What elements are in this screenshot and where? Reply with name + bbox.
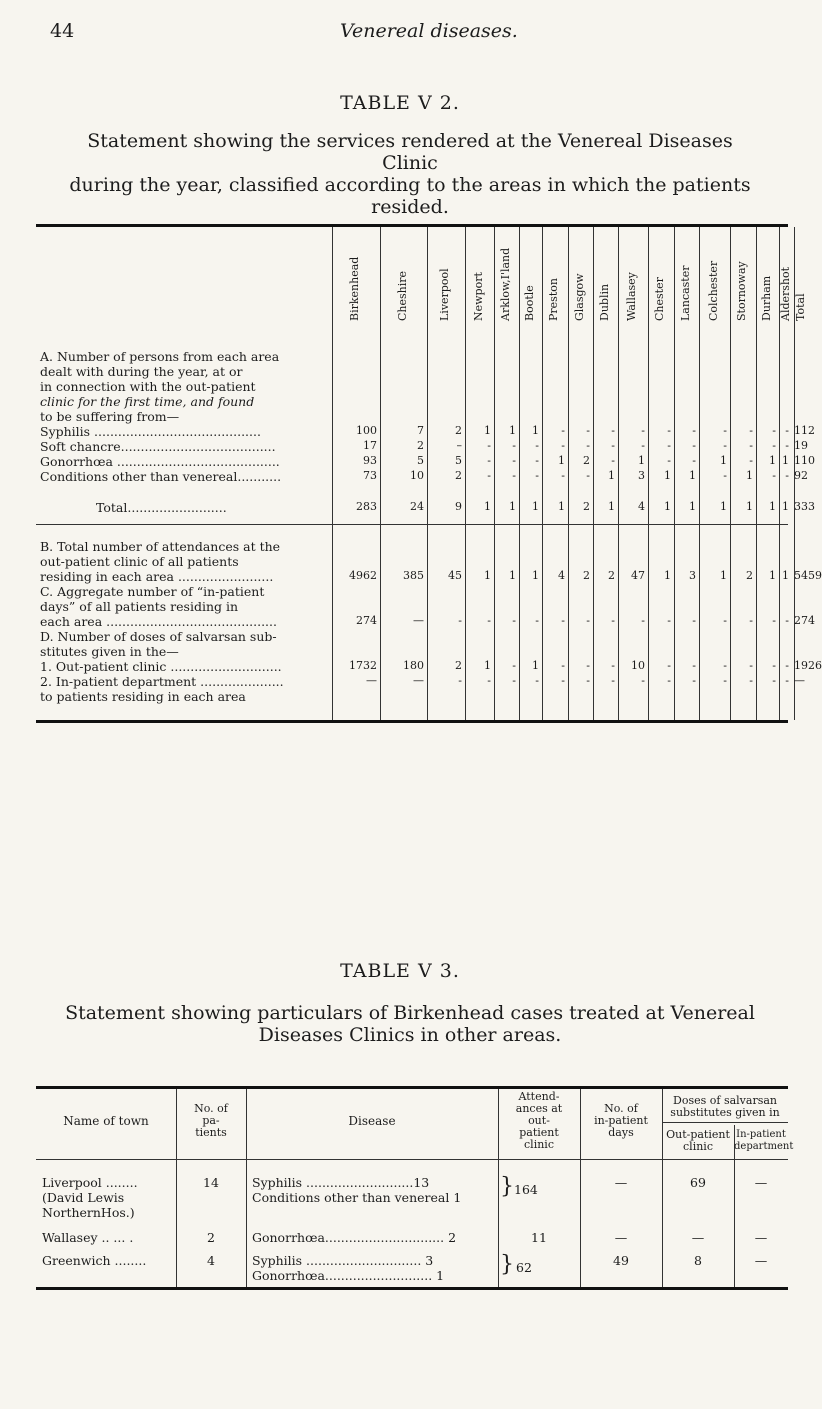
row-liverpool-inpatient-days: — — [614, 1175, 628, 1190]
cell-inpatient-days: 274 — [794, 614, 815, 627]
column-header: Stornoway — [735, 261, 748, 321]
cell-other-conditions: 1 — [689, 469, 696, 482]
row-wallasey-outpatient: — — [691, 1230, 705, 1245]
header-doses — [662, 1095, 788, 1119]
label-line: C. Aggregate number of “in-patient — [40, 584, 265, 599]
row-liverpool-town — [42, 1175, 138, 1220]
header-inpatient-department — [734, 1129, 794, 1153]
label-line: B. Total number of attendances at the — [40, 539, 281, 554]
statement-line: during the year, classified according to the areas in which the patients — [69, 174, 751, 196]
label-line: days” of all patients residing in — [40, 599, 239, 614]
cell-syphilis: 100 — [356, 424, 377, 437]
cell-soft-chancre: - — [692, 439, 696, 452]
column-header: Chester — [653, 277, 666, 321]
cell-inpatient-days: - — [785, 614, 789, 627]
table-v3-statement — [60, 1002, 760, 1046]
cell-total: 1 — [782, 500, 789, 513]
row-greenwich-patients: 4 — [207, 1253, 215, 1268]
cell-total: 1 — [484, 500, 491, 513]
cell-gonorrhoea: - — [667, 454, 671, 467]
row-wallasey-attendances: 11 — [531, 1230, 547, 1245]
cell-total: 1 — [532, 500, 539, 513]
cell-attendances: 1 — [484, 569, 491, 582]
cell-total: 283 — [356, 500, 377, 513]
row-soft-chancre-label: Soft chancre....................................... — [40, 439, 276, 454]
cell-inpatient-days: - — [611, 614, 615, 627]
row-gonorrhoea-label: Gonorrhœa ......................................... — [40, 454, 280, 469]
column-header: Birkenhead — [348, 256, 361, 321]
running-title: Venereal diseases. — [340, 20, 518, 42]
cell-soft-chancre: - — [785, 439, 789, 452]
section-d-label — [40, 629, 277, 659]
cell-gonorrhoea: - — [749, 454, 753, 467]
cell-syphilis: - — [611, 424, 615, 437]
disease-line: Syphilis ............................. 3 — [252, 1253, 434, 1268]
row-total-label: Total......................... — [96, 500, 227, 515]
cell-gonorrhoea: - — [512, 454, 516, 467]
label-line: clinic for the first time, and found — [40, 394, 255, 409]
header-line: ances at — [515, 1102, 563, 1115]
cell-gonorrhoea: - — [487, 454, 491, 467]
row-liverpool-diseases — [252, 1175, 461, 1205]
cell-attendances: 1 — [782, 569, 789, 582]
cell-inpatient-days: - — [723, 614, 727, 627]
cell-soft-chancre: - — [667, 439, 671, 452]
row-wallasey-town: Wallasey .. ... . — [42, 1230, 134, 1245]
cell-syphilis: - — [785, 424, 789, 437]
table-v3 — [36, 1086, 794, 1290]
cell-inpatient-days: 274 — [356, 614, 377, 627]
header-outpatient-clinic — [662, 1129, 734, 1153]
header-line: Doses of salvarsan — [673, 1094, 777, 1107]
header-line: clinic — [524, 1138, 554, 1151]
cell-inpatient-doses: - — [785, 674, 789, 687]
cell-gonorrhoea: - — [611, 454, 615, 467]
cell-gonorrhoea: 5 — [455, 454, 462, 467]
cell-inpatient-days: - — [586, 614, 590, 627]
cell-inpatient-doses: - — [667, 674, 671, 687]
page-header — [50, 14, 750, 44]
header-patients — [176, 1103, 246, 1139]
header-line: patient — [519, 1126, 559, 1139]
cell-inpatient-days: - — [512, 614, 516, 627]
cell-inpatient-doses: — — [794, 674, 805, 687]
cell-total: 1 — [689, 500, 696, 513]
cell-other-conditions: - — [772, 469, 776, 482]
cell-other-conditions: - — [723, 469, 727, 482]
disease-line: Gonorrhœa........................... 1 — [252, 1268, 445, 1283]
column-header: Liverpool — [438, 268, 451, 321]
cell-attendances: 2 — [746, 569, 753, 582]
cell-inpatient-doses: - — [561, 674, 565, 687]
town-line: (David Lewis — [42, 1190, 125, 1205]
header-line: substitutes given in — [670, 1106, 780, 1119]
brace-icon: } — [500, 1174, 514, 1199]
cell-total: 1 — [608, 500, 615, 513]
row-d2-label: 2. In-patient department ..................... — [40, 674, 284, 689]
statement-line: Diseases Clinics in other areas. — [258, 1024, 562, 1046]
cell-attendances: 2 — [608, 569, 615, 582]
row-divider — [36, 524, 788, 525]
cell-syphilis: - — [667, 424, 671, 437]
cell-inpatient-doses: - — [692, 674, 696, 687]
cell-syphilis: - — [561, 424, 565, 437]
cell-other-conditions: 92 — [794, 469, 808, 482]
header-line: tients — [195, 1126, 227, 1139]
cell-syphilis: - — [641, 424, 645, 437]
cell-outpatient-doses: 1 — [532, 659, 539, 672]
cell-inpatient-days: - — [535, 614, 539, 627]
cell-gonorrhoea: 1 — [638, 454, 645, 467]
cell-inpatient-doses: - — [749, 674, 753, 687]
label-line: D. Number of doses of salvarsan sub- — [40, 629, 277, 644]
cell-syphilis: 7 — [417, 424, 424, 437]
cell-gonorrhoea: 110 — [794, 454, 815, 467]
cell-soft-chancre: - — [535, 439, 539, 452]
cell-inpatient-days: - — [692, 614, 696, 627]
cell-attendances: 2 — [583, 569, 590, 582]
cell-soft-chancre: 17 — [363, 439, 377, 452]
row-wallasey-diseases: Gonorrhœa.............................. 2 — [252, 1230, 457, 1245]
label-line: in connection with the out-patient — [40, 379, 256, 394]
cell-gonorrhoea: 1 — [720, 454, 727, 467]
cell-inpatient-days: — — [413, 614, 424, 627]
cell-soft-chancre: - — [641, 439, 645, 452]
header-inpatient-days — [580, 1103, 662, 1139]
row-greenwich-outpatient: 8 — [694, 1253, 702, 1268]
cell-gonorrhoea: - — [535, 454, 539, 467]
cell-inpatient-doses: - — [458, 674, 462, 687]
cell-outpatient-doses: 1926 — [794, 659, 822, 672]
header-line: clinic — [683, 1140, 713, 1153]
cell-attendances: 4 — [558, 569, 565, 582]
column-header: Lancaster — [678, 265, 692, 321]
cell-attendances: 1 — [664, 569, 671, 582]
cell-inpatient-doses: — — [366, 674, 377, 687]
cell-soft-chancre: - — [487, 439, 491, 452]
cell-inpatient-doses: - — [512, 674, 516, 687]
cell-other-conditions: 10 — [410, 469, 424, 482]
cell-other-conditions: - — [487, 469, 491, 482]
cell-other-conditions: - — [586, 469, 590, 482]
page-number: 44 — [50, 20, 75, 42]
column-header: Aldershot — [779, 266, 792, 321]
cell-inpatient-doses: - — [723, 674, 727, 687]
cell-syphilis: 112 — [794, 424, 815, 437]
cell-soft-chancre: - — [586, 439, 590, 452]
section-a-label — [40, 349, 279, 424]
cell-inpatient-days: - — [772, 614, 776, 627]
row-greenwich-town: Greenwich ........ — [42, 1253, 147, 1268]
cell-soft-chancre: – — [456, 439, 462, 452]
cell-inpatient-days: - — [561, 614, 565, 627]
cell-inpatient-days: - — [458, 614, 462, 627]
cell-outpatient-doses: 1 — [484, 659, 491, 672]
cell-outpatient-doses: - — [561, 659, 565, 672]
statement-line: resided. — [371, 196, 449, 218]
column-header: Cheshire — [395, 270, 409, 321]
cell-inpatient-days: - — [667, 614, 671, 627]
header-attendances — [498, 1091, 580, 1151]
row-greenwich-inpatient-days: 49 — [613, 1253, 629, 1268]
cell-total: 24 — [410, 500, 424, 513]
cell-attendances: 47 — [631, 569, 645, 582]
cell-outpatient-doses: - — [723, 659, 727, 672]
cell-outpatient-doses: - — [772, 659, 776, 672]
statement-line: Statement showing particulars of Birkenhead cases treated at Venereal — [65, 1002, 755, 1024]
column-header: Preston — [547, 278, 560, 321]
cell-attendances: 45 — [448, 569, 462, 582]
row-liverpool-attendances: 164 — [514, 1182, 538, 1197]
header-line: Out-patient — [666, 1128, 730, 1141]
cell-inpatient-doses: - — [611, 674, 615, 687]
cell-other-conditions: - — [512, 469, 516, 482]
cell-total: 9 — [455, 500, 462, 513]
cell-outpatient-doses: 10 — [631, 659, 645, 672]
cell-total: 1 — [769, 500, 776, 513]
cell-gonorrhoea: 2 — [583, 454, 590, 467]
cell-soft-chancre: - — [749, 439, 753, 452]
cell-syphilis: - — [772, 424, 776, 437]
column-header: Arklow,I'land — [498, 247, 512, 321]
row-liverpool-outpatient: 69 — [690, 1175, 706, 1190]
town-line: NorthernHos.) — [42, 1205, 135, 1220]
section-b-label — [40, 539, 280, 584]
cell-outpatient-doses: - — [512, 659, 516, 672]
column-header: Wallasey — [625, 272, 638, 321]
cell-outpatient-doses: 1732 — [349, 659, 377, 672]
label-line: each area ........................................... — [40, 614, 277, 629]
table-v2 — [36, 224, 822, 723]
label-line: to be suffering from— — [40, 409, 180, 424]
label-line: residing in each area ........................ — [40, 569, 274, 584]
doses-subheader-divider — [662, 1122, 788, 1123]
label-line: out-patient clinic of all patients — [40, 554, 239, 569]
cell-syphilis: - — [586, 424, 590, 437]
cell-soft-chancre: 2 — [417, 439, 424, 452]
cell-other-conditions: 73 — [363, 469, 377, 482]
header-line: No. of — [194, 1102, 228, 1115]
header-name-of-town: Name of town — [63, 1114, 149, 1128]
cell-syphilis: - — [723, 424, 727, 437]
cell-inpatient-doses: - — [772, 674, 776, 687]
cell-outpatient-doses: - — [785, 659, 789, 672]
header-line: department — [734, 1141, 794, 1152]
cell-other-conditions: 1 — [746, 469, 753, 482]
cell-attendances: 385 — [403, 569, 424, 582]
cell-outpatient-doses: 180 — [403, 659, 424, 672]
disease-line: Syphilis ...........................13 — [252, 1175, 430, 1190]
brace-icon: } — [500, 1252, 514, 1277]
cell-attendances: 1 — [720, 569, 727, 582]
column-header: Bootle — [522, 285, 536, 321]
section-c-label — [40, 584, 277, 629]
cell-outpatient-doses: - — [667, 659, 671, 672]
column-header: Dublin — [597, 283, 611, 321]
column-header: Colchester — [706, 260, 720, 321]
cell-other-conditions: - — [785, 469, 789, 482]
cell-soft-chancre: - — [512, 439, 516, 452]
cell-inpatient-doses: - — [487, 674, 491, 687]
cell-total: 333 — [794, 500, 815, 513]
cell-inpatient-doses: — — [413, 674, 424, 687]
header-line: Attend- — [518, 1090, 560, 1103]
header-divider — [36, 1159, 788, 1160]
cell-attendances: 3 — [689, 569, 696, 582]
cell-gonorrhoea: 1 — [558, 454, 565, 467]
cell-inpatient-days: - — [749, 614, 753, 627]
label-line: A. Number of persons from each area — [40, 349, 280, 364]
row-other-conditions-label: Conditions other than venereal........... — [40, 469, 282, 484]
cell-attendances: 1 — [769, 569, 776, 582]
cell-gonorrhoea: 93 — [363, 454, 377, 467]
column-header: Glasgow — [572, 273, 586, 321]
cell-other-conditions: - — [535, 469, 539, 482]
cell-inpatient-days: - — [487, 614, 491, 627]
cell-inpatient-doses: - — [586, 674, 590, 687]
cell-soft-chancre: - — [561, 439, 565, 452]
header-line: days — [608, 1126, 634, 1139]
row-wallasey-patients: 2 — [207, 1230, 215, 1245]
table-v2-title: TABLE V 2. — [340, 92, 460, 114]
cell-soft-chancre: 19 — [794, 439, 808, 452]
statement-line: Statement showing the services rendered at the Venereal Diseases Clinic — [87, 130, 733, 174]
column-header: Newport — [471, 272, 485, 321]
header-line: out- — [528, 1114, 550, 1127]
cell-attendances: 4962 — [349, 569, 377, 582]
cell-outpatient-doses: 2 — [455, 659, 462, 672]
header-line: No. of — [604, 1102, 638, 1115]
cell-total: 1 — [558, 500, 565, 513]
cell-outpatient-doses: - — [611, 659, 615, 672]
cell-gonorrhoea: 1 — [769, 454, 776, 467]
row-wallasey-inpatient: — — [754, 1230, 768, 1245]
header-line: In-patient — [736, 1129, 786, 1140]
table-v2-statement — [60, 130, 760, 218]
label-line: stitutes given in the— — [40, 644, 179, 659]
disease-line: Conditions other than venereal 1 — [252, 1190, 462, 1205]
cell-soft-chancre: - — [772, 439, 776, 452]
cell-outpatient-doses: - — [749, 659, 753, 672]
header-line: in-patient — [594, 1114, 648, 1127]
cell-soft-chancre: - — [723, 439, 727, 452]
header-disease: Disease — [348, 1114, 396, 1128]
column-header: Total — [794, 293, 807, 321]
cell-syphilis: 2 — [455, 424, 462, 437]
cell-other-conditions: 1 — [664, 469, 671, 482]
cell-attendances: 5459 — [794, 569, 822, 582]
cell-syphilis: - — [692, 424, 696, 437]
cell-attendances: 1 — [509, 569, 516, 582]
row-liverpool-inpatient: — — [754, 1175, 768, 1190]
cell-gonorrhoea: - — [692, 454, 696, 467]
cell-other-conditions: 1 — [608, 469, 615, 482]
cell-other-conditions: 2 — [455, 469, 462, 482]
cell-total: 1 — [664, 500, 671, 513]
row-d-footer-label: to patients residing in each area — [40, 689, 246, 704]
row-d1-label: 1. Out-patient clinic ............................ — [40, 659, 282, 674]
cell-total: 1 — [509, 500, 516, 513]
cell-inpatient-doses: - — [641, 674, 645, 687]
cell-syphilis: 1 — [509, 424, 516, 437]
row-syphilis-label: Syphilis .......................................... — [40, 424, 261, 439]
cell-outpatient-doses: - — [586, 659, 590, 672]
row-greenwich-attendances: 62 — [516, 1260, 532, 1275]
cell-inpatient-days: - — [641, 614, 645, 627]
row-liverpool-patients: 14 — [203, 1175, 219, 1190]
table-v3-title: TABLE V 3. — [340, 960, 460, 982]
cell-total: 4 — [638, 500, 645, 513]
cell-total: 1 — [746, 500, 753, 513]
cell-attendances: 1 — [532, 569, 539, 582]
cell-soft-chancre: - — [611, 439, 615, 452]
cell-syphilis: 1 — [484, 424, 491, 437]
cell-total: 2 — [583, 500, 590, 513]
cell-syphilis: 1 — [532, 424, 539, 437]
cell-inpatient-doses: - — [535, 674, 539, 687]
cell-total: 1 — [720, 500, 727, 513]
row-greenwich-diseases — [252, 1253, 444, 1283]
row-greenwich-inpatient: — — [754, 1253, 768, 1268]
cell-other-conditions: 3 — [638, 469, 645, 482]
cell-syphilis: - — [749, 424, 753, 437]
header-line: pa- — [202, 1114, 220, 1127]
cell-gonorrhoea: 5 — [417, 454, 424, 467]
cell-outpatient-doses: - — [692, 659, 696, 672]
cell-gonorrhoea: 1 — [782, 454, 789, 467]
row-wallasey-inpatient-days: — — [614, 1230, 628, 1245]
cell-other-conditions: - — [561, 469, 565, 482]
label-line: dealt with during the year, at or — [40, 364, 243, 379]
column-header: Durham — [759, 275, 773, 321]
town-line: Liverpool ........ — [42, 1175, 138, 1190]
